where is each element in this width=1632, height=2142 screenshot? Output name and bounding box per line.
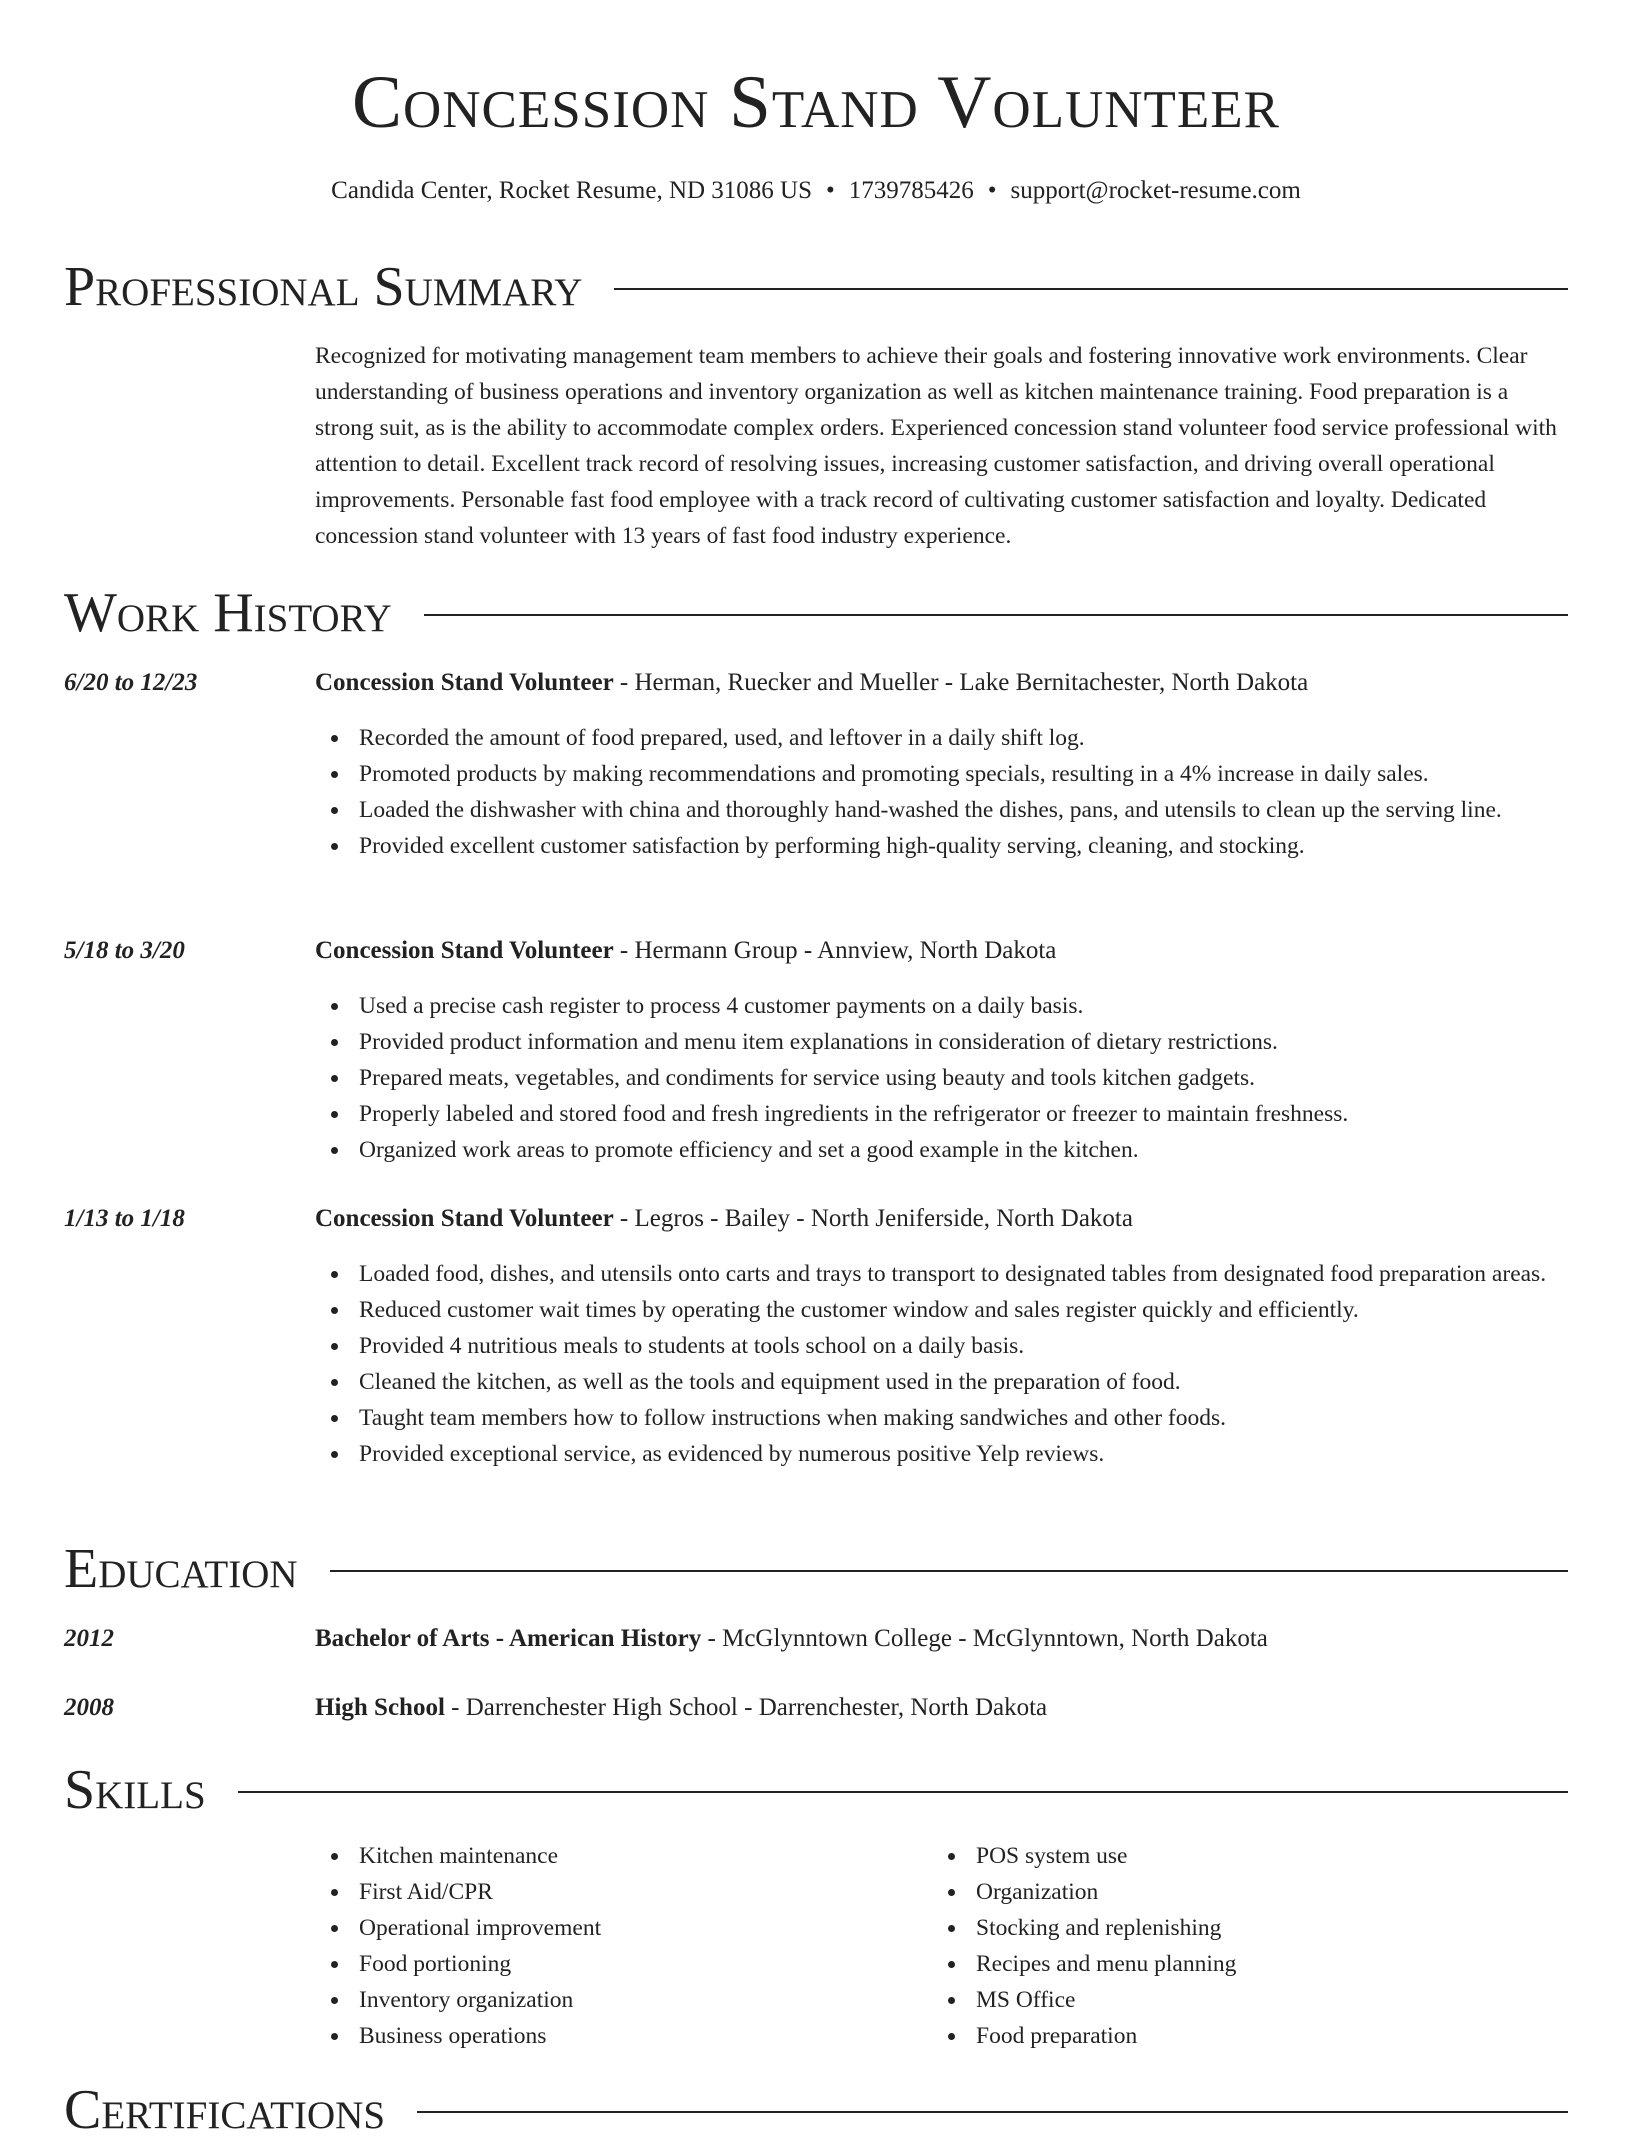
section-divider [614,288,1568,290]
section-title: Skills [64,1759,206,1821]
list-item: Properly labeled and stored food and fresh ingredients in the refrigerator or freezer to maintain freshness. [359,1096,1612,1132]
work-title: Concession Stand Volunteer [315,937,614,964]
list-item: Provided exceptional service, as evidenced by numerous positive Yelp reviews. [359,1436,1612,1472]
section-education-header [64,1537,1568,1601]
section-skills-header [64,1758,1568,1822]
section-divider [424,614,1568,616]
education-line [315,1621,1568,1657]
contact-phone: 1739785426 [848,177,974,204]
section-title: Certifications [64,2079,386,2141]
work-date: 1/13 to 1/18 [64,1205,185,1232]
list-item: Cleaned the kitchen, as well as the tools and equipment used in the preparation of food. [359,1364,1612,1400]
contact-separator: • [826,177,835,204]
section-title: Education [64,1538,298,1600]
work-bullets [315,988,1612,1168]
list-item: Food preparation [976,2018,1536,2054]
education-year: 2012 [64,1625,114,1652]
education-degree: High School [315,1694,445,1721]
work-title-line [315,933,1568,969]
list-item: Business operations [359,2018,919,2054]
list-item: Reduced customer wait times by operating the customer window and sales register quickly and efficiently. [359,1292,1612,1328]
list-item: Operational improvement [359,1910,919,1946]
section-divider [238,1791,1568,1793]
list-item: Loaded food, dishes, and utensils onto carts and trays to transport to designated tables from designated food preparation areas. [359,1256,1612,1292]
list-item: Prepared meats, vegetables, and condiments for service using beauty and tools kitchen gadgets. [359,1060,1612,1096]
contact-line [64,174,1568,208]
contact-separator: • [987,177,997,204]
education-year: 2008 [64,1694,114,1721]
list-item: Recorded the amount of food prepared, used, and leftover in a daily shift log. [359,720,1612,756]
education-line [315,1690,1568,1726]
list-item: Organization [976,1874,1536,1910]
candidate-name: Concession Stand Volunteer [351,61,1281,144]
list-item: Loaded the dishwasher with china and thoroughly hand-washed the dishes, pans, and utensils to clean up the serving line. [359,792,1612,828]
work-details: - Hermann Group - Annview, North Dakota [613,937,1057,964]
list-item: Inventory organization [359,1982,919,2018]
section-summary-header [64,255,1568,319]
work-date: 5/18 to 3/20 [64,937,185,964]
list-item: Provided 4 nutritious meals to students at tools school on a daily basis. [359,1328,1612,1364]
work-date: 6/20 to 12/23 [64,669,198,696]
section-divider [417,2111,1568,2113]
education-details: - McGlynntown College - McGlynntown, North Dakota [701,1625,1268,1652]
work-title-line [315,1201,1568,1237]
work-title-line [315,665,1568,701]
list-item: Used a precise cash register to process 4 customer payments on a daily basis. [359,988,1612,1024]
list-item: Organized work areas to promote efficiency and set a good example in the kitchen. [359,1132,1612,1168]
work-title: Concession Stand Volunteer [315,1205,614,1232]
section-title: Professional Summary [64,256,583,318]
section-work-header [64,581,1568,645]
work-details: - Legros - Bailey - North Jeniferside, North Dakota [613,1205,1133,1232]
work-details: - Herman, Ruecker and Mueller - Lake Bernitachester, North Dakota [613,669,1309,696]
list-item: Provided excellent customer satisfaction by performing high-quality serving, cleaning, and stocking. [359,828,1612,864]
skills-list-left [315,1838,919,2054]
list-item: POS system use [976,1838,1536,1874]
work-bullets [315,720,1612,864]
list-item: Recipes and menu planning [976,1946,1536,1982]
section-divider [330,1570,1568,1572]
list-item: Stocking and replenishing [976,1910,1536,1946]
skills-list-right [932,1838,1536,2054]
list-item: Kitchen maintenance [359,1838,919,1874]
contact-address: Candida Center, Rocket Resume, ND 31086 US [331,177,813,204]
work-title: Concession Stand Volunteer [315,669,614,696]
education-details: - Darrenchester High School - Darrenchester, North Dakota [444,1694,1048,1721]
section-title: Work History [64,582,392,644]
summary-text: Recognized for motivating management team members to achieve their goals and fostering innovative work environments. Clear understanding of business operations and inventory organization as well as kitchen maintenance training. Food preparation is a strong suit, as is the ability to accommodate complex orders. Experienced concession stand volunteer food service professional with attention to detail. Excellent track record of resolving issues, increasing customer satisfaction, and driving overall operational improvements. Personable fast food employee with a track record of cultivating customer satisfaction and loyalty. Dedicated concession stand volunteer with 13 years of fast food industry experience. [315,343,1557,549]
list-item: Food portioning [359,1946,919,1982]
contact-email[interactable]: support@rocket-resume.com [1010,177,1301,204]
list-item: MS Office [976,1982,1536,2018]
list-item: First Aid/CPR [359,1874,919,1910]
education-degree: Bachelor of Arts - American History [315,1625,702,1652]
list-item: Taught team members how to follow instructions when making sandwiches and other foods. [359,1400,1612,1436]
work-bullets [315,1256,1612,1472]
list-item: Promoted products by making recommendations and promoting specials, resulting in a 4% increase in daily sales. [359,756,1612,792]
list-item: Provided product information and menu item explanations in consideration of dietary restrictions. [359,1024,1612,1060]
section-certifications-header [64,2078,1568,2142]
